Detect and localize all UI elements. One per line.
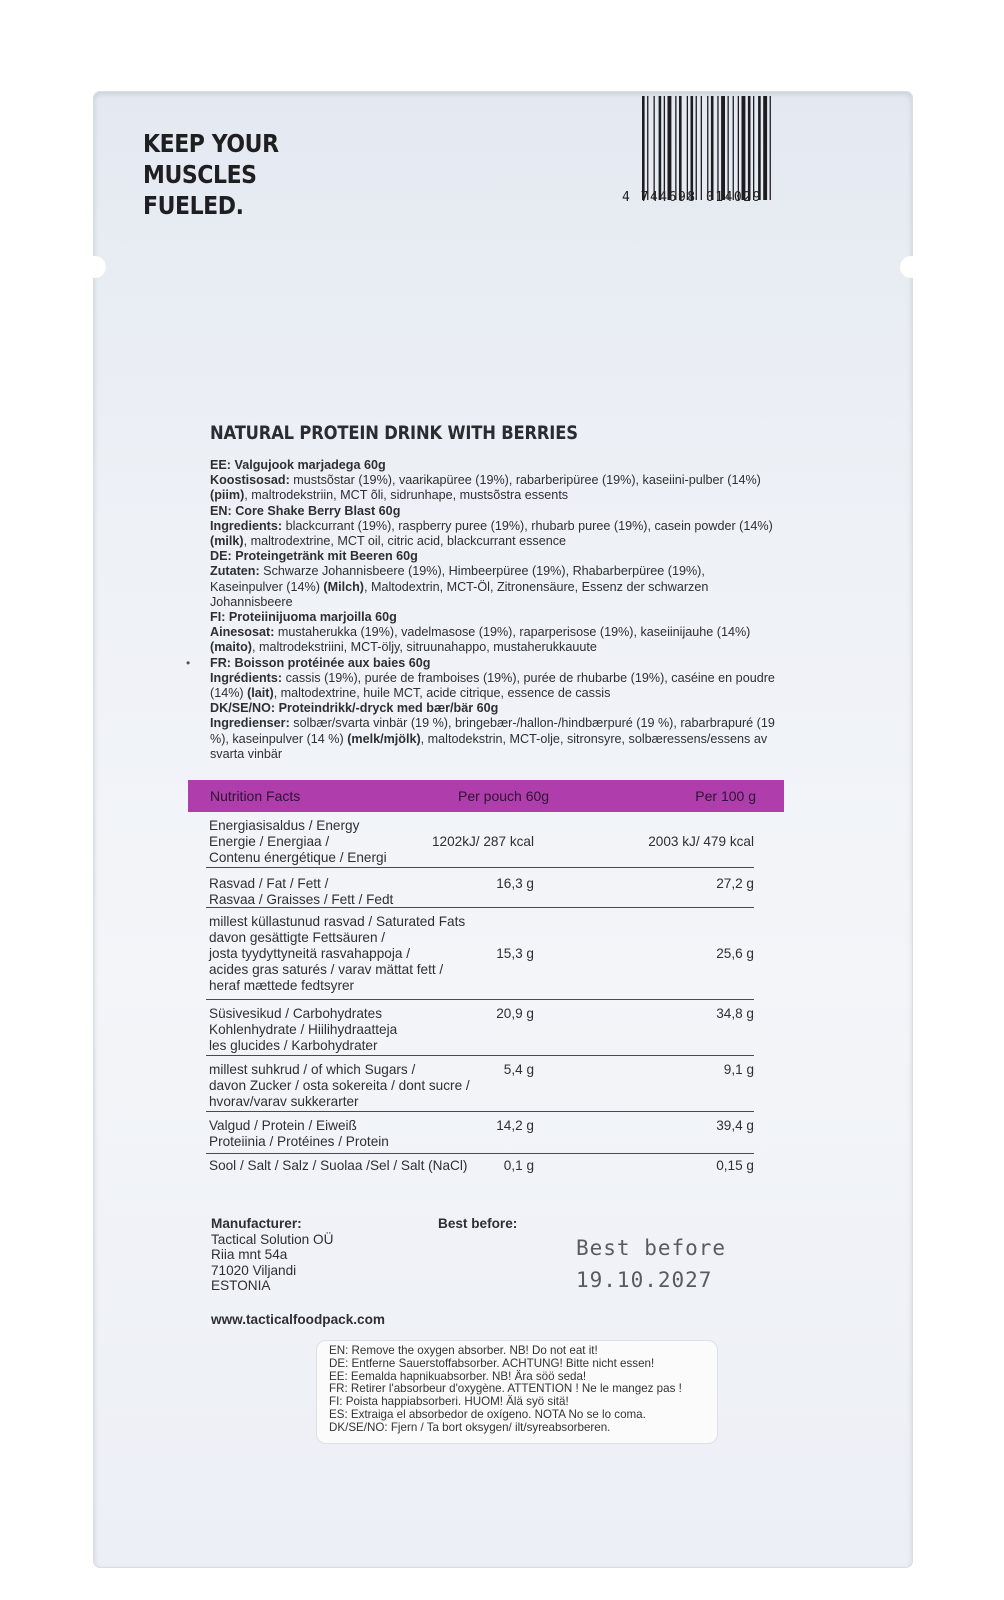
nutrition-header-col1: Per pouch 60g bbox=[458, 788, 550, 804]
manufacturer bbox=[211, 1216, 333, 1294]
ee-text2: , maltrodekstriin, MCT õli, sidrunhape, mustsõstra essents bbox=[244, 488, 569, 503]
nutrition-value-per-pouch: 20,9 g bbox=[496, 1006, 534, 1021]
nutrition-row-label: millest suhkrud / of which Sugars / davon Zucker / osta sokereita / dont sucre / hvorav/varav sukkerarter bbox=[209, 1062, 470, 1109]
product-title: NATURAL PROTEIN DRINK WITH BERRIES bbox=[210, 422, 578, 444]
barcode-bar bbox=[675, 96, 676, 200]
nutrition-value-per-100g: 0,15 g bbox=[716, 1158, 754, 1173]
barcode-bar bbox=[664, 96, 665, 200]
warning-line: FR: Retirer l'absorbeur d'oxygène. ATTENTION ! Ne le mangez pas ! bbox=[329, 1382, 682, 1396]
warning-line: DK/SE/NO: Fjern / Ta bort oksygen/ ilt/syreabsorberen. bbox=[329, 1420, 611, 1434]
nutrition-row-label: Valgud / Protein / Eiweiß Proteiinia / Protéines / Protein bbox=[209, 1118, 389, 1149]
manufacturer-city: 71020 Viljandi bbox=[211, 1262, 297, 1278]
ingredients-block bbox=[210, 458, 780, 762]
nutrition-value-per-pouch: 5,4 g bbox=[503, 1062, 534, 1077]
nutrition-value-per-100g: 2003 kJ/ 479 kcal bbox=[648, 834, 754, 849]
best-before-stamp-line1: Best before bbox=[576, 1236, 727, 1260]
barcode-bar bbox=[738, 96, 739, 200]
de-allergen: (Milch) bbox=[323, 579, 364, 594]
en-text: blackcurrant (19%), raspberry puree (19%), rhubarb puree (19%), casein powder (14%) bbox=[282, 518, 773, 533]
nutrition-value-per-100g: 25,6 g bbox=[716, 946, 754, 961]
dk-text2: , maltodekstrin, MCT-olje, sitronsyre, solbæressens/essens av svarta vinbär bbox=[210, 731, 768, 761]
de-label: Zutaten: bbox=[210, 564, 260, 579]
nutrition-row-label: Sool / Salt / Salz / Suolaa /Sel / Salt (NaCl) bbox=[209, 1158, 468, 1173]
barcode-bar bbox=[696, 96, 697, 200]
warning-line: FI: Poista happiabsorberi. HUOM! Älä syö sitä! bbox=[329, 1395, 569, 1409]
nutrition-row-label: Süsivesikud / Carbohydrates Kohlenhydrate / Hiilihydraatteja les glucides / Karbohydrater bbox=[209, 1006, 398, 1053]
website: www.tacticalfoodpack.com bbox=[211, 1312, 385, 1327]
de-name: DE: Proteingetränk mit Beeren 60g bbox=[210, 549, 418, 564]
nutrition-value-per-pouch: 14,2 g bbox=[496, 1118, 534, 1133]
barcode-bar bbox=[668, 96, 672, 200]
nutrition-value-per-100g: 9,1 g bbox=[723, 1062, 754, 1077]
barcode-bar bbox=[728, 96, 729, 200]
nutrition-table bbox=[188, 780, 784, 1188]
manufacturer-name: Tactical Solution OÜ bbox=[211, 1231, 334, 1247]
nutrition-row-label: Rasvad / Fat / Fett / Rasvaa / Graisses / Fett / Fedt bbox=[209, 876, 394, 907]
barcode-bar bbox=[717, 96, 718, 200]
fi-name: FI: Proteiinijuoma marjoilla 60g bbox=[210, 610, 397, 625]
barcode-bar bbox=[647, 96, 648, 200]
nutrition-value-per-pouch: 0,1 g bbox=[503, 1158, 534, 1173]
ee-name: EE: Valgujook marjadega 60g bbox=[210, 458, 386, 472]
fi-allergen: (maito) bbox=[210, 640, 252, 655]
barcode-bar bbox=[733, 96, 734, 200]
nutrition-row bbox=[206, 812, 754, 868]
ee-allergen: (piim) bbox=[210, 488, 245, 503]
tear-notch-right bbox=[900, 256, 922, 278]
barcode-bar bbox=[763, 96, 767, 200]
fi-text: mustaherukka (19%), vadelmasose (19%), raparperisose (19%), kaseiinijauhe (14%) bbox=[274, 625, 751, 640]
barcode-bar bbox=[707, 96, 708, 200]
nutrition-row-label: Energiasisaldus / Energy Energie / Energiaa / Contenu énergétique / Energi bbox=[209, 818, 387, 865]
dk-label: Ingredienser: bbox=[210, 716, 290, 731]
barcode-bar bbox=[770, 96, 771, 200]
fi-label: Ainesosat: bbox=[210, 625, 275, 640]
nutrition-header-col2: Per 100 g bbox=[695, 788, 756, 804]
ee-label: Koostisosad: bbox=[210, 473, 290, 488]
fr-name: FR: Boisson protéinée aux baies 60g bbox=[210, 655, 431, 670]
bullet-mark: • bbox=[186, 656, 191, 670]
barcode-bar bbox=[679, 96, 682, 200]
nutrition-row bbox=[206, 1112, 754, 1154]
barcode-bar bbox=[748, 96, 751, 200]
warning-line: EN: Remove the oxygen absorber. NB! Do not eat it! bbox=[329, 1344, 598, 1357]
barcode-bar bbox=[721, 96, 725, 200]
fr-label: Ingrédients: bbox=[210, 670, 283, 685]
best-before-date: 19.10.2027 bbox=[576, 1268, 713, 1292]
barcode-bar bbox=[701, 96, 702, 200]
nutrition-value-per-100g: 34,8 g bbox=[716, 1006, 754, 1021]
nutrition-rows bbox=[188, 812, 784, 1188]
best-before-label: Best before: bbox=[438, 1216, 518, 1231]
en-label: Ingredients: bbox=[210, 518, 283, 533]
barcode-bar bbox=[753, 96, 754, 200]
dk-text: solbær/svarta vinbär (19 %), bringebær-/hallon-/hindbærpuré (19 %), rabarbrapuré (19 %), kaseinpulver (14 %) bbox=[210, 716, 775, 746]
nutrition-row bbox=[206, 868, 754, 908]
slogan-line: FUELED. bbox=[143, 191, 244, 220]
en-allergen: (milk) bbox=[210, 534, 244, 549]
dk-name: DK/SE/NO: Proteindrikk/-dryck med bær/bär 60g bbox=[210, 701, 499, 716]
manufacturer-country: ESTONIA bbox=[211, 1278, 271, 1293]
warning-line: ES: Extraiga el absorbedor de oxígeno. NOTA No se lo coma. bbox=[329, 1407, 646, 1421]
dk-allergen: (melk/mjölk) bbox=[347, 731, 421, 746]
tear-notch-left bbox=[84, 256, 106, 278]
barcode-number: 4 744698 014029 bbox=[622, 190, 762, 205]
oxygen-absorber-warning bbox=[316, 1340, 718, 1444]
nutrition-value-per-pouch: 16,3 g bbox=[496, 876, 534, 891]
nutrition-row-label: millest küllastunud rasvad / Saturated Fats davon gesättigte Fettsäuren / josta tyydyttyneitä rasvahappoja / acides gras saturés / varav mättat fett / heraf mættede fedtsyrer bbox=[209, 914, 466, 993]
fr-text2: , maltodextrine, huile MCT, acide citrique, essence de cassis bbox=[273, 686, 611, 701]
nutrition-row bbox=[206, 1000, 754, 1056]
de-text2: , Maltodextrin, MCT-Öl, Zitronensäure, Essenz der schwarzen Johannisbeere bbox=[210, 579, 709, 609]
slogan bbox=[143, 128, 337, 221]
barcode-bar bbox=[711, 96, 714, 200]
fi-text2: , maltrodekstriini, MCT-öljy, sitruunahappo, mustaherukkauute bbox=[251, 640, 597, 655]
en-name: EN: Core Shake Berry Blast 60g bbox=[210, 503, 401, 518]
fr-allergen: (lait) bbox=[247, 686, 274, 701]
en-text2: , maltrodextrine, MCT oil, citric acid, blackcurrant essence bbox=[243, 534, 567, 549]
nutrition-value-per-pouch: 1202kJ/ 287 kcal bbox=[431, 834, 534, 849]
nutrition-row bbox=[206, 908, 754, 1000]
nutrition-value-per-100g: 27,2 g bbox=[716, 876, 754, 891]
warning-line: EE: Eemalda hapnikuabsorber. NB! Ära söö seda! bbox=[329, 1369, 587, 1383]
warning-line: DE: Entferne Sauerstoffabsorber. ACHTUNG! Bitte nicht essen! bbox=[329, 1356, 655, 1370]
nutrition-row bbox=[206, 1056, 754, 1112]
barcode-bar bbox=[758, 96, 761, 200]
barcode-bar bbox=[659, 96, 662, 200]
barcode-bar bbox=[642, 96, 645, 200]
barcode-bar bbox=[687, 96, 688, 200]
slogan-line: KEEP YOUR bbox=[143, 129, 279, 158]
nutrition-row bbox=[206, 1154, 754, 1188]
manufacturer-heading: Manufacturer: bbox=[211, 1216, 302, 1231]
barcode-bar bbox=[742, 96, 746, 200]
manufacturer-street: Riia mnt 54a bbox=[211, 1247, 288, 1262]
nutrition-header bbox=[188, 780, 784, 812]
barcode bbox=[640, 96, 806, 200]
barcode-bar bbox=[654, 96, 655, 200]
ee-text: mustsõstar (19%), vaarikapüree (19%), rabarberipüree (19%), kaseiini-pulber (14%) bbox=[289, 473, 761, 488]
best-before-stamp bbox=[576, 1232, 726, 1296]
barcode-bar bbox=[691, 96, 694, 200]
nutrition-header-label: Nutrition Facts bbox=[210, 788, 301, 804]
fr-text: cassis (19%), purée de framboises (19%), purée de rhubarbe (19%), caséine en poudre (14%) bbox=[210, 670, 775, 701]
nutrition-value-per-100g: 39,4 g bbox=[716, 1118, 754, 1133]
nutrition-value-per-pouch: 15,3 g bbox=[496, 946, 534, 961]
de-text: Schwarze Johannisbeere (19%), Himbeerpüree (19%), Rhabarberpüree (19%), Kaseinpulver (14%) bbox=[210, 564, 705, 594]
slogan-line: MUSCLES bbox=[143, 160, 257, 189]
